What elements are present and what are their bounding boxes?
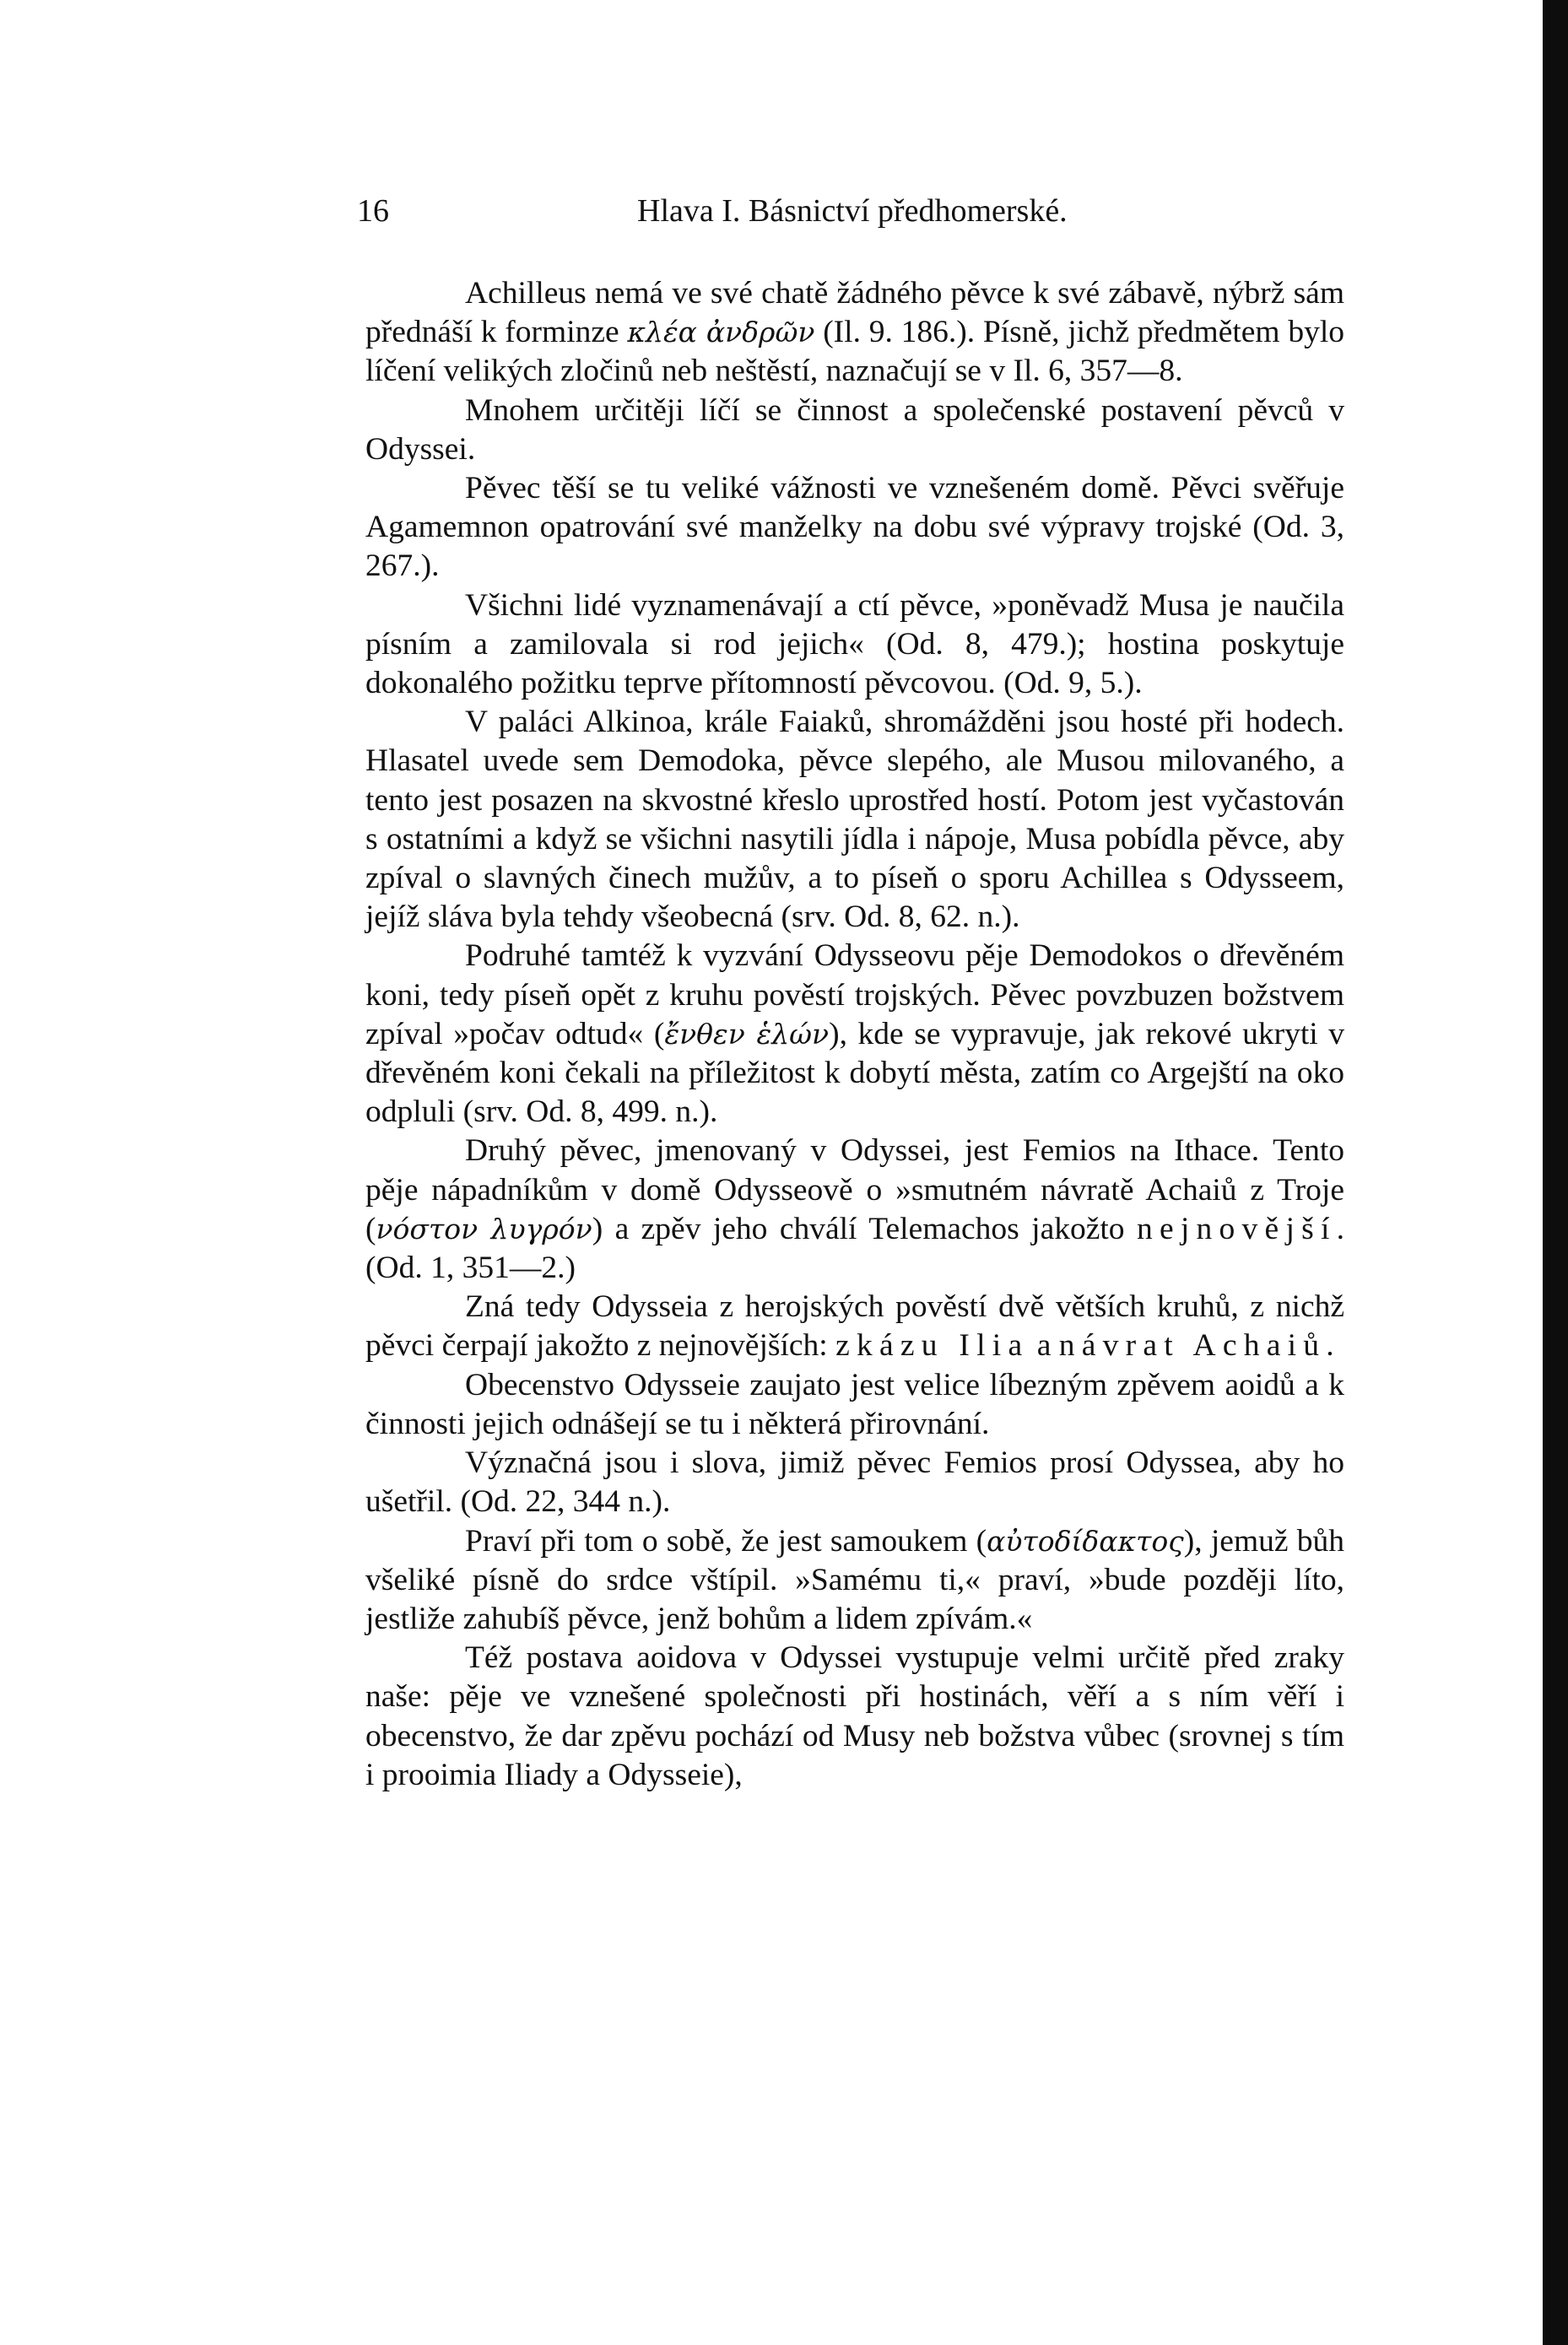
paragraph-text: . (Od. 1, 351—2.) (365, 1211, 1344, 1286)
paragraph-text: Praví při tom o sobě, že jest samoukem ( (465, 1523, 987, 1559)
paragraph-10: Význačná jsou i slova, jimiž pěvec Femios prosí Odyssea, aby ho ušetřil. (Od. 22, 344 n.). (365, 1445, 1344, 1520)
paragraph-text: Podruhé tamtéž k vyzvání Odysseovu pěje Demodokos o dřevěném koni, tedy píseň opět z kruhu pověstí trojských. Pěvec povzbuzen božstvem zpíval »počav odtud« ( (365, 938, 1344, 1051)
spaced-emphasis: návrat Achaiů (1058, 1328, 1327, 1364)
paragraph-12: Též postava aoidova v Odyssei vystupuje velmi určitě před zraky naše: pěje ve vznešené společnosti při hostinách, věří a s ním věří i obecenstvo, že dar zpěvu pochází od Musy neb božstva vůbec (srovnej s tím i prooimia Iliady a Odysseie), (365, 1640, 1344, 1792)
paragraph-7 (365, 1132, 1344, 1288)
paragraph-1 (365, 274, 1344, 392)
paragraph-9: Obecenstvo Odysseie zaujato jest velice líbezným zpěvem aoidů a k činnosti jejich odnášejí se tu i některá přirovnání. (365, 1367, 1344, 1441)
spaced-emphasis: nejnovější (1136, 1211, 1337, 1246)
page-edge-shadow (1543, 0, 1568, 2345)
page-number: 16 (357, 193, 389, 229)
paragraph-text: a (1029, 1328, 1059, 1364)
greek-quote: κλέα ἀνδρῶν (627, 316, 815, 349)
paragraph-text: Druhý pěvec, jmenovaný v Odyssei, jest Femios na Ithace. Tento pěje nápadníkům v domě Odysseově o »smutném návratě Achaiů z Troje ( (365, 1133, 1344, 1246)
paragraph-text: Zná tedy Odysseia z herojských pověstí dvě větších kruhů, z nichž pěvci čerpají jakožto z nejnovějších: (365, 1289, 1344, 1364)
greek-quote: ἔνθεν ἑλών (664, 1017, 830, 1051)
paragraph-text: Achilleus nemá ve své chatě žádného pěvce k své zábavě, nýbrž sám přednáší k forminze (365, 276, 1344, 350)
paragraph-text: ) a zpěv jeho chválí Telemachos jakožto (592, 1211, 1137, 1246)
paragraph-6 (365, 937, 1344, 1132)
paragraph-8 (365, 1288, 1344, 1365)
body-text (365, 274, 1344, 1795)
paragraph-5: V paláci Alkinoa, krále Faiaků, shromážděni jsou hosté při hodech. Hlasatel uvede sem Demodoka, pěvce slepého, ale Musou milovaného, a tento jest posazen na skvostné křeslo uprostřed hostí. Potom jest vyčastován s ostatními a když se všichni nasytili jídla i nápoje, Musa pobídla pěvce, aby zpíval o slavných činech mužův, a to píseň o sporu Achillea s Odysseem, jejíž sláva byla tehdy všeobecná (srv. Od. 8, 62. n.). (365, 705, 1344, 935)
greek-quote: αὐτοδίδακτος (987, 1524, 1184, 1558)
page-header (357, 192, 1338, 243)
running-head: Hlava I. Básnictví předhomerské. (637, 193, 1068, 229)
paragraph-text: (Il. 9. 186.). Písně, jichž předmětem bylo líčení velikých zločinů neb neštěstí, naznačují se v Il. 6, 357—8. (365, 315, 1344, 389)
paragraph-2: Mnohem určitěji líčí se činnost a společenské postavení pěvců v Odyssei. (365, 392, 1344, 467)
paragraph-3: Pěvec těší se tu veliké vážnosti ve vznešeném domě. Pěvci svěřuje Agamemnon opatrování své manželky na dobu své výpravy trojské (Od. 3, 267.). (365, 471, 1344, 584)
paragraph-text: ), jemuž bůh všeliké písně do srdce vštípil. »Samému ti,« praví, »bude později líto, jestliže zahubíš pěvce, jenž bohům a lidem zpívám.« (365, 1523, 1344, 1636)
paragraph-text: . (1326, 1328, 1334, 1364)
paragraph-11 (365, 1522, 1344, 1640)
greek-quote: νόστον λυγρόν (376, 1212, 592, 1245)
paragraph-4: Všichni lidé vyznamenávají a ctí pěvce, »poněvadž Musa je naučila písním a zamilovala si rod jejich« (Od. 8, 479.); hostina poskytuje dokonalého požitku teprve přítomností pěvcovou. (Od. 9, 5.). (365, 587, 1344, 701)
spaced-emphasis: zkázu Ilia (835, 1328, 1030, 1364)
paragraph-text: ), kde se vypravuje, jak rekové ukryti v dřevěném koni čekali na příležitost k dobytí města, zatím co Argejští na oko odpluli (srv. Od. 8, 499. n.). (365, 1016, 1344, 1130)
